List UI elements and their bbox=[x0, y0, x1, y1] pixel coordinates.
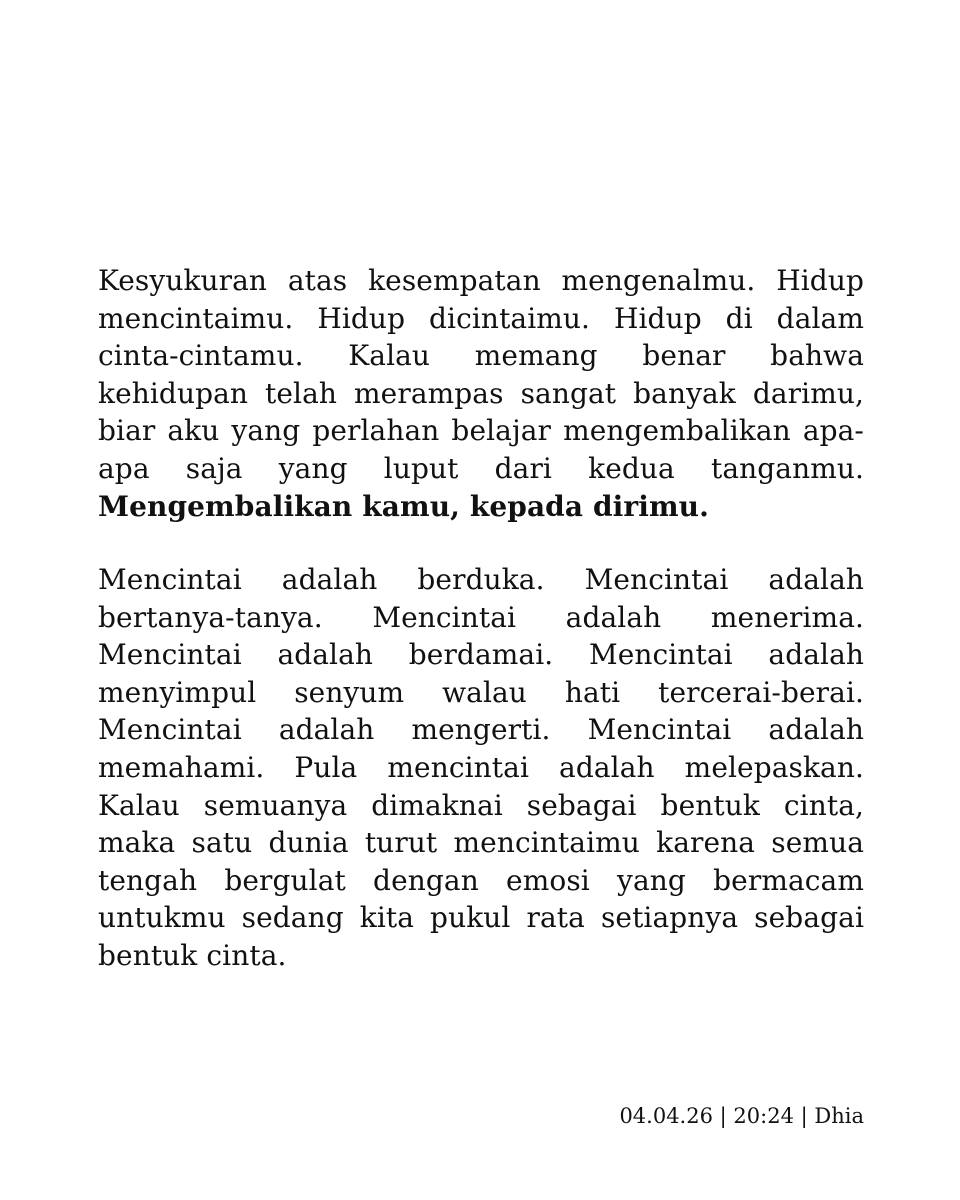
first-paragraph-text: Kesyukuran atas kesempatan mengenalmu. Hidup mencintaimu. Hidup dicintaimu. Hidup di dalam cinta-cintamu. Kalau memang benar bahwa kehidupan telah merampas sangat banyak darimu, biar aku yang perlahan belajar mengembalikan apa-apa saja yang luput dari kedua tanganmu. bbox=[98, 264, 864, 485]
footer-date: 04.04.26 bbox=[619, 1104, 713, 1128]
footer-time: 20:24 bbox=[733, 1104, 794, 1128]
first-paragraph bbox=[98, 262, 864, 525]
footer-separator: | bbox=[800, 1104, 808, 1128]
footer-author: Dhia bbox=[814, 1104, 864, 1128]
second-paragraph: Mencintai adalah berduka. Mencintai adalah bertanya-tanya. Mencintai adalah menerima. Mencintai adalah berdamai. Mencintai adalah menyimpul senyum walau hati tercerai-berai. Mencintai adalah mengerti. Mencintai adalah memahami. Pula mencintai adalah melepaskan. Kalau semuanya dimaknai sebagai bentuk cinta, maka satu dunia turut mencintaimu karena semua tengah bergulat dengan emosi yang bermacam untukmu sedang kita pukul rata setiapnya sebagai bentuk cinta. bbox=[98, 563, 864, 972]
emphasized-sentence: Mengembalikan kamu, kepada dirimu. bbox=[98, 489, 709, 523]
footer-separator: | bbox=[719, 1104, 727, 1128]
signature-footer bbox=[619, 1101, 864, 1131]
